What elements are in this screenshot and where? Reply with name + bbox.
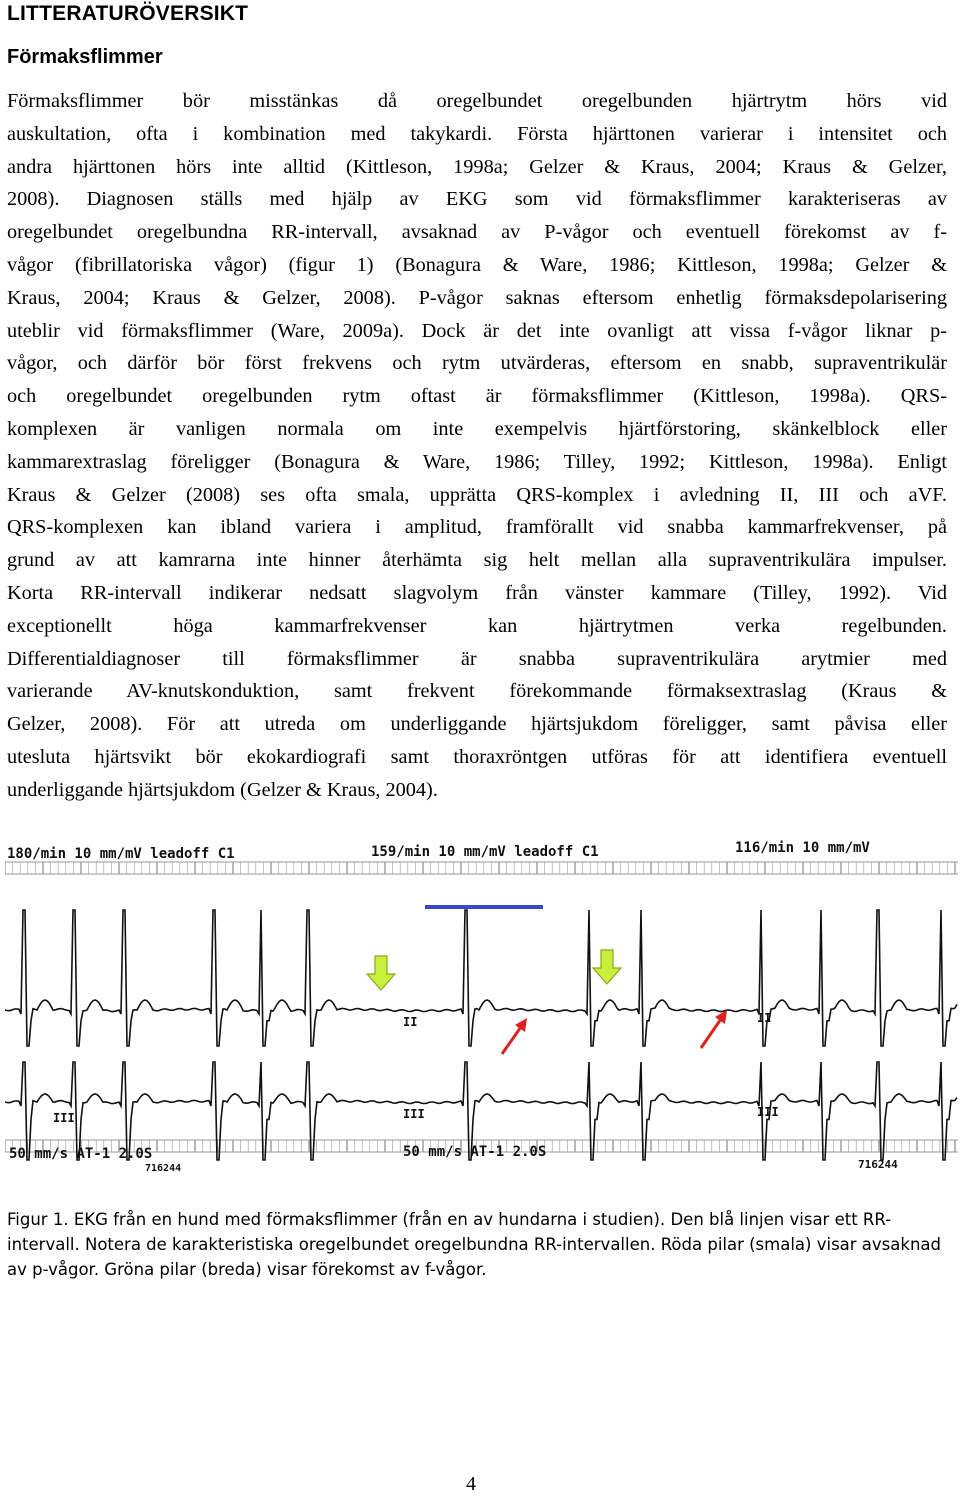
paragraph-line: Gelzer, 2008). För att utreda om underliggande hjärtsjukdom föreligger, samt påvisa eller — [7, 713, 947, 736]
paragraph-line: oregelbundet oregelbundna RR-intervall, avsaknad av P-vågor och eventuell förekomst av f- — [7, 221, 947, 244]
ecg-header-left: 180/min 10 mm/mV leadoff C1 — [7, 846, 235, 862]
ecg-id-left: 716244 — [145, 1163, 182, 1173]
paragraph-line: Förmaksflimmer bör misstänkas då oregelbundet oregelbunden hjärtrytm hörs vid — [7, 90, 947, 112]
figure-caption: Figur 1. EKG från en hund med förmaksflimmer (från en av hundarna i studien). Den blå linjen visar ett RR-intervall. Notera de karakteristiska oregelbundet oregelbundna RR-intervallen. Röda pilar (smala) visar avsaknad av p-vågor. Gröna pilar (breda) visar förekomst av f-vågor. — [7, 1210, 941, 1279]
paragraph-line: QRS-komplexen kan ibland variera i amplitud, framförallt vid snabba kammarfrekvenser, på — [7, 516, 947, 539]
paragraph-line: exceptionellt höga kammarfrekvenser kan hjärtrytmen verka regelbunden. — [7, 614, 947, 637]
paragraph-line: vågor, och därför bör först frekvens och rytm utvärderas, eftersom en snabb, supraventrikulär — [7, 352, 947, 375]
paragraph-line: Kraus, 2004; Kraus & Gelzer, 2008). P-vågor saknas eftersom enhetlig förmaksdepolarisering — [7, 286, 947, 309]
paragraph-line: varierande AV-knutskonduktion, samt frekvent förekommande förmaksextraslag (Kraus & — [7, 680, 947, 703]
ecg-lead-label: III — [757, 1105, 779, 1119]
ecg-figure — [5, 840, 958, 1173]
ecg-footer-mid: 50 mm/s AT-1 2.0S — [403, 1144, 547, 1160]
paragraph-line: grund av att kamrarna inte hinner återhämta sig helt mellan alla supraventrikulära impulser. — [7, 549, 947, 572]
paragraph-line: kammarextraslag föreligger (Bonagura & Ware, 1986; Tilley, 1992; Kittleson, 1998a). Enligt — [7, 450, 947, 473]
paragraph-line: Kraus & Gelzer (2008) ses ofta smala, upprätta QRS-komplex i avledning II, III och aVF. — [7, 483, 947, 506]
ecg-footer-left: 50 mm/s AT-1 2.0S — [9, 1146, 153, 1162]
paragraph-line: komplexen är vanligen normala om inte exempelvis hjärtförstoring, skänkelblock eller — [7, 417, 947, 440]
paragraph-line: uteblir vid förmaksflimmer (Ware, 2009a). Dock är det inte ovanligt att vissa f-vågor liknar p- — [7, 319, 947, 342]
ecg-lead-label: II — [403, 1015, 418, 1029]
ecg-lead-label: II — [757, 1011, 772, 1025]
paragraph-line: andra hjärttonen hörs inte alltid (Kittleson, 1998a; Gelzer & Kraus, 2004; Kraus & Gelzer, — [7, 155, 947, 178]
paragraph-line: Differentialdiagnoser till förmaksflimmer är snabba supraventrikulära arytmier med — [7, 647, 947, 670]
page-number: 4 — [466, 1473, 476, 1495]
paragraph-line: Korta RR-intervall indikerar nedsatt slagvolym från vänster kammare (Tilley, 1992). Vid — [7, 581, 947, 604]
ecg-header-right: 116/min 10 mm/mV — [735, 840, 870, 856]
ecg-lead-label: III — [53, 1111, 75, 1125]
section-heading: LITTERATURÖVERSIKT — [7, 2, 249, 25]
body-paragraph — [7, 85, 947, 807]
paragraph-line: vågor (fibrillatoriska vågor) (figur 1) (Bonagura & Ware, 1986; Kittleson, 1998a; Gelzer & — [7, 253, 947, 276]
paragraph-line: 2008). Diagnosen ställs med hjälp av EKG som vid förmaksflimmer karakteriseras av — [7, 188, 947, 211]
ecg-header-mid: 159/min 10 mm/mV leadoff C1 — [371, 844, 599, 860]
paragraph-line: auskultation, ofta i kombination med takykardi. Första hjärttonen varierar i intensitet och — [7, 122, 947, 145]
paragraph-line: och oregelbundet oregelbunden rytm oftast är förmaksflimmer (Kittleson, 1998a). QRS- — [7, 385, 947, 408]
ecg-lead-label: III — [403, 1107, 425, 1121]
ecg-id-right: 716244 — [858, 1158, 898, 1171]
paragraph-line: utesluta hjärtsvikt bör ekokardiografi samt thoraxröntgen utföras för att identifiera eventuell — [7, 745, 947, 768]
subsection-heading: Förmaksflimmer — [7, 46, 163, 68]
paragraph-line: underliggande hjärtsjukdom (Gelzer & Kraus, 2004). — [7, 778, 438, 801]
